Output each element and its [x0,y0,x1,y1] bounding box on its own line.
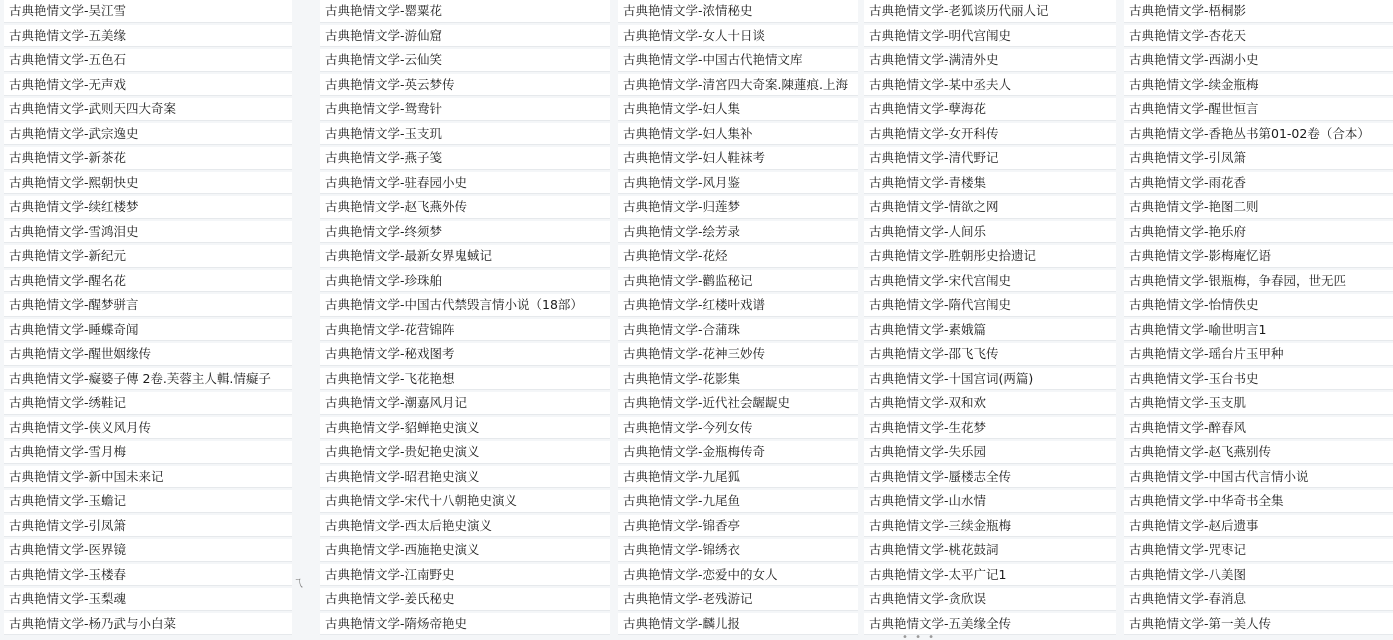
list-item[interactable]: 古典艳情文学-鹳监秘记 [618,270,858,293]
list-item[interactable]: 古典艳情文学-清代野记 [864,147,1116,170]
list-item[interactable]: 古典艳情文学-蜃楼志全传 [864,466,1116,489]
list-item[interactable]: 古典艳情文学-咒枣记 [1124,539,1393,562]
list-item[interactable]: 古典艳情文学-杨乃武与小白菜 [4,613,292,636]
list-item[interactable]: 古典艳情文学-玉台书史 [1124,368,1393,391]
list-item[interactable]: 古典艳情文学-红楼叶戏谱 [618,294,858,317]
list-item[interactable]: 古典艳情文学-赵飞燕外传 [320,196,610,219]
list-item[interactable]: 古典艳情文学-雪月梅 [4,441,292,464]
list-item[interactable]: 古典艳情文学-恋爱中的女人 [618,564,858,587]
list-item[interactable]: 古典艳情文学-双和欢 [864,392,1116,415]
list-item[interactable]: 古典艳情文学-第一美人传 [1124,613,1393,636]
list-item[interactable]: 古典艳情文学-绣鞋记 [4,392,292,415]
list-item[interactable]: 古典艳情文学-失乐园 [864,441,1116,464]
list-item[interactable]: 古典艳情文学-癡婆子傳 2卷.芙蓉主人輯.情癡子 [4,368,292,391]
list-item[interactable]: 古典艳情文学-吴江雪 [4,0,292,23]
list-item[interactable]: 古典艳情文学-清宮四大奇案.陳蓮痕.上海 [618,74,858,97]
list-item[interactable]: 古典艳情文学-续金瓶梅 [1124,74,1393,97]
list-item[interactable]: 古典艳情文学-玉楼春 [4,564,292,587]
list-item[interactable]: 古典艳情文学-怡情佚史 [1124,294,1393,317]
list-item[interactable]: 古典艳情文学-宋代宫闱史 [864,270,1116,293]
list-item[interactable]: 古典艳情文学-杏花天 [1124,25,1393,48]
list-item[interactable]: 古典艳情文学-贵妃艳史演义 [320,441,610,464]
list-item[interactable]: 古典艳情文学-新中国未来记 [4,466,292,489]
list-item[interactable]: 古典艳情文学-三续金瓶梅 [864,515,1116,538]
list-item[interactable]: 古典艳情文学-宋代十八朝艳史演义 [320,490,610,513]
list-item[interactable]: 古典艳情文学-妇人鞋袜考 [618,147,858,170]
list-item[interactable]: 古典艳情文学-金瓶梅传奇 [618,441,858,464]
list-item[interactable]: 古典艳情文学-武则天四大奇案 [4,98,292,121]
list-item[interactable]: 古典艳情文学-青楼集 [864,172,1116,195]
list-item[interactable]: 古典艳情文学-姜氏秘史 [320,588,610,611]
overflow-dots: • • • [902,632,937,640]
list-item[interactable]: 古典艳情文学-隋炀帝艳史 [320,613,610,636]
column-2 [320,0,618,640]
list-item[interactable]: 古典艳情文学-归莲梦 [618,196,858,219]
list-item[interactable]: 古典艳情文学-醒梦骈言 [4,294,292,317]
list-item[interactable]: 古典艳情文学-武宗逸史 [4,123,292,146]
list-item[interactable]: 古典艳情文学-山水情 [864,490,1116,513]
list-item[interactable]: 古典艳情文学-今列女传 [618,417,858,440]
list-item[interactable]: 古典艳情文学-素娥篇 [864,319,1116,342]
list-item[interactable]: 古典艳情文学-麟儿报 [618,613,858,636]
list-item[interactable]: 古典艳情文学-隋代宫闱史 [864,294,1116,317]
list-item[interactable]: 古典艳情文学-玉支肌 [1124,392,1393,415]
list-item[interactable]: 古典艳情文学-老狐谈历代丽人记 [864,0,1116,23]
list-item[interactable]: 古典艳情文学-五色石 [4,49,292,72]
list-item[interactable]: 古典艳情文学-终须梦 [320,221,610,244]
list-item[interactable]: 古典艳情文学-新纪元 [4,245,292,268]
list-item[interactable]: 古典艳情文学-鸳鸯针 [320,98,610,121]
list-item[interactable]: 古典艳情文学-八美图 [1124,564,1393,587]
list-item[interactable]: 古典艳情文学-五美缘全传 [864,613,1116,636]
list-item[interactable]: 古典艳情文学-瑶台片玉甲种 [1124,343,1393,366]
list-item[interactable]: 古典艳情文学-绘芳录 [618,221,858,244]
list-item[interactable]: 古典艳情文学-锦香亭 [618,515,858,538]
list-item[interactable]: 古典艳情文学-人间乐 [864,221,1116,244]
list-item[interactable]: 古典艳情文学-太平广记1 [864,564,1116,587]
list-item[interactable]: 古典艳情文学-胜朝彤史拾遗记 [864,245,1116,268]
list-item[interactable]: 古典艳情文学-老残游记 [618,588,858,611]
list-item[interactable]: 古典艳情文学-生花梦 [864,417,1116,440]
list-item[interactable]: 古典艳情文学-新茶花 [4,147,292,170]
list-item[interactable]: 古典艳情文学-满清外史 [864,49,1116,72]
list-item[interactable]: 古典艳情文学-醒世姻缘传 [4,343,292,366]
column-4 [864,0,1122,640]
list-item[interactable]: 古典艳情文学-妇人集补 [618,123,858,146]
list-item[interactable]: 古典艳情文学-中国古代禁毁言情小说（18部） [320,294,610,317]
list-item[interactable]: 古典艳情文学-西湖小史 [1124,49,1393,72]
list-item[interactable]: 古典艳情文学-续红楼梦 [4,196,292,219]
list-item[interactable]: 古典艳情文学-游仙窟 [320,25,610,48]
list-item[interactable]: 古典艳情文学-雪鸿泪史 [4,221,292,244]
list-item[interactable]: 古典艳情文学-九尾鱼 [618,490,858,513]
list-item[interactable]: 古典艳情文学-喻世明言1 [1124,319,1393,342]
list-item[interactable]: 古典艳情文学-赵飞燕别传 [1124,441,1393,464]
list-item[interactable]: 古典艳情文学-中华奇书全集 [1124,490,1393,513]
list-item[interactable]: 古典艳情文学-梧桐影 [1124,0,1393,23]
list-item[interactable]: 古典艳情文学-花营锦阵 [320,319,610,342]
list-item[interactable]: 古典艳情文学-医界镜 [4,539,292,562]
list-item[interactable]: 古典艳情文学-中国古代言情小说 [1124,466,1393,489]
list-item[interactable]: 古典艳情文学-赵后遗事 [1124,515,1393,538]
list-item[interactable]: 古典艳情文学-最新女界鬼蜮记 [320,245,610,268]
list-item[interactable]: 古典艳情文学-孽海花 [864,98,1116,121]
list-item[interactable]: 古典艳情文学-潮嘉风月记 [320,392,610,415]
list-item[interactable]: 古典艳情文学-近代社会龌龊史 [618,392,858,415]
list-item[interactable]: 古典艳情文学-江南野史 [320,564,610,587]
list-item[interactable]: 古典艳情文学-贪欣误 [864,588,1116,611]
list-item[interactable]: 古典艳情文学-侠义风月传 [4,417,292,440]
list-item[interactable]: 古典艳情文学-花神三妙传 [618,343,858,366]
column-1 [4,0,292,640]
list-item[interactable]: 古典艳情文学-中国古代艳情文库 [618,49,858,72]
list-item[interactable]: 古典艳情文学-玉蟾记 [4,490,292,513]
list-item[interactable]: 古典艳情文学-合蒲珠 [618,319,858,342]
list-item[interactable]: 古典艳情文学-引凤箫 [1124,147,1393,170]
list-item[interactable]: 古典艳情文学-风月鉴 [618,172,858,195]
list-item[interactable]: 古典艳情文学-锦绣衣 [618,539,858,562]
list-item[interactable]: 古典艳情文学-驻春园小史 [320,172,610,195]
list-item[interactable]: 古典艳情文学-十国宫词(两篇) [864,368,1116,391]
list-item[interactable]: 古典艳情文学-艳乐府 [1124,221,1393,244]
list-item[interactable]: 古典艳情文学-女人十日谈 [618,25,858,48]
list-item[interactable]: 古典艳情文学-银瓶梅，争春园，世无匹 [1124,270,1393,293]
list-item[interactable]: 古典艳情文学-飞花艳想 [320,368,610,391]
list-item[interactable]: 古典艳情文学-熙朝快史 [4,172,292,195]
list-item[interactable]: 古典艳情文学-情欲之网 [864,196,1116,219]
list-item[interactable]: 古典艳情文学-英云梦传 [320,74,610,97]
list-item[interactable]: 古典艳情文学-醒世恒言 [1124,98,1393,121]
list-item[interactable]: 古典艳情文学-花烃 [618,245,858,268]
list-item[interactable]: 古典艳情文学-醉春风 [1124,417,1393,440]
list-item[interactable]: 古典艳情文学-五美缘 [4,25,292,48]
list-item[interactable]: 古典艳情文学-女开科传 [864,123,1116,146]
list-item[interactable]: 古典艳情文学-九尾狐 [618,466,858,489]
list-item[interactable]: 古典艳情文学-燕子笺 [320,147,610,170]
list-item[interactable]: 古典艳情文学-珍珠舶 [320,270,610,293]
list-item[interactable]: 古典艳情文学-西太后艳史演义 [320,515,610,538]
list-item[interactable]: 古典艳情文学-邵飞飞传 [864,343,1116,366]
list-item[interactable]: 古典艳情文学-桃花鼓詞 [864,539,1116,562]
list-item[interactable]: 古典艳情文学-引凤箫 [4,515,292,538]
list-item[interactable]: 古典艳情文学-妇人集 [618,98,858,121]
list-item[interactable]: 古典艳情文学-罂粟花 [320,0,610,23]
list-item[interactable]: 古典艳情文学-雨花香 [1124,172,1393,195]
stray-mark: ㄟ [292,576,306,591]
list-item[interactable]: 古典艳情文学-睡蝶奇闻 [4,319,292,342]
list-item[interactable]: 古典艳情文学-香艳丛书第01-02卷（合本） [1124,123,1393,146]
list-item[interactable]: 古典艳情文学-秘戏图考 [320,343,610,366]
list-item[interactable]: 古典艳情文学-明代宫闱史 [864,25,1116,48]
list-item[interactable]: 古典艳情文学-云仙笑 [320,49,610,72]
list-item[interactable]: 古典艳情文学-玉支玑 [320,123,610,146]
list-item[interactable]: 古典艳情文学-昭君艳史演义 [320,466,610,489]
list-item[interactable]: 古典艳情文学-浓情秘史 [618,0,858,23]
list-item[interactable]: 古典艳情文学-花影集 [618,368,858,391]
column-3 [618,0,862,640]
list-item[interactable]: 古典艳情文学-春消息 [1124,588,1393,611]
list-item[interactable]: 古典艳情文学-某中丞夫人 [864,74,1116,97]
list-item[interactable]: 古典艳情文学-貂蝉艳史演义 [320,417,610,440]
list-item[interactable]: 古典艳情文学-醒名花 [4,270,292,293]
list-item[interactable]: 古典艳情文学-西施艳史演义 [320,539,610,562]
list-item[interactable]: 古典艳情文学-艳图二则 [1124,196,1393,219]
column-5 [1124,0,1393,640]
list-item[interactable]: 古典艳情文学-玉梨魂 [4,588,292,611]
list-item[interactable]: 古典艳情文学-无声戏 [4,74,292,97]
list-item[interactable]: 古典艳情文学-影梅庵忆语 [1124,245,1393,268]
